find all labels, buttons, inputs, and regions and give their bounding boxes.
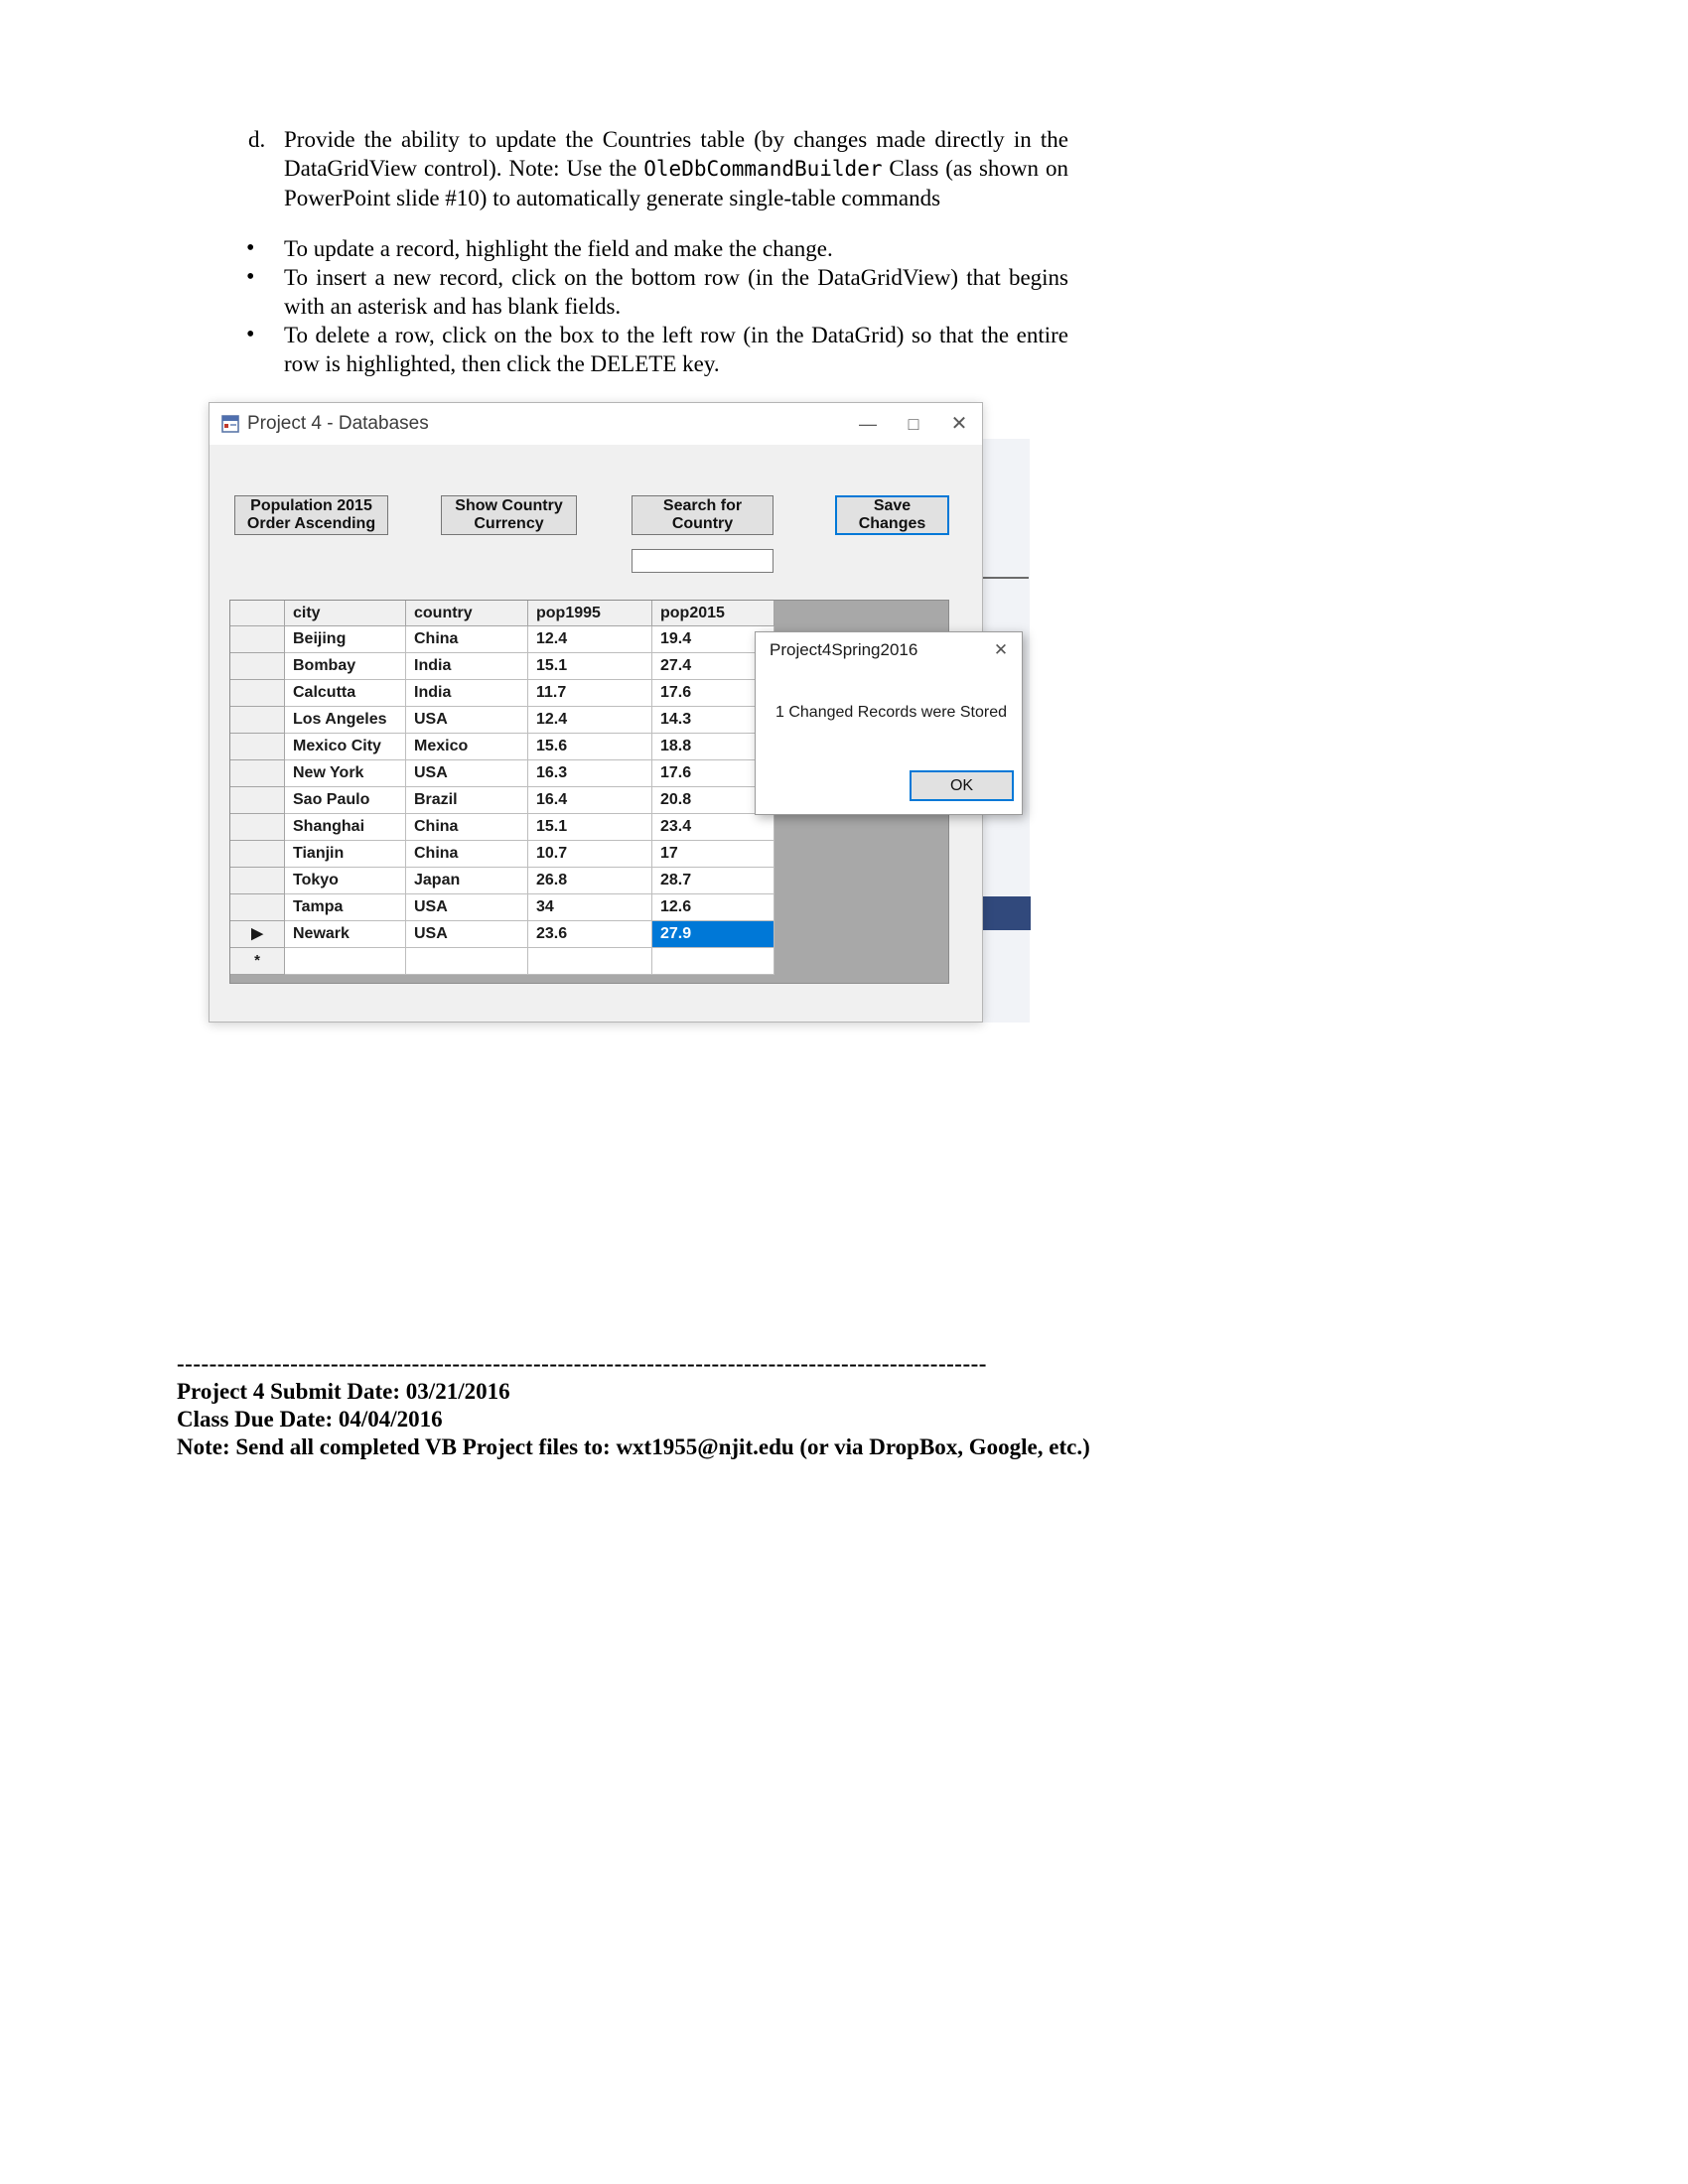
table-row (230, 921, 948, 948)
row-header-cell[interactable]: * (230, 948, 285, 975)
grid-cell[interactable]: 15.1 (528, 653, 652, 680)
grid-cell[interactable]: China (406, 814, 528, 841)
grid-cell[interactable]: 23.4 (652, 814, 774, 841)
row-header-cell[interactable]: ▶ (230, 921, 285, 948)
button-label: Population 2015 (250, 497, 372, 514)
grid-cell[interactable] (528, 948, 652, 975)
row-header-cell[interactable] (230, 868, 285, 894)
row-header-cell[interactable] (230, 734, 285, 760)
grid-cell[interactable]: Tokyo (285, 868, 406, 894)
grid-cell[interactable]: Mexico City (285, 734, 406, 760)
table-row (230, 814, 948, 841)
row-header-cell[interactable] (230, 653, 285, 680)
grid-cell[interactable]: 28.7 (652, 868, 774, 894)
search-country-button[interactable] (632, 495, 774, 535)
grid-cell[interactable]: China (406, 841, 528, 868)
grid-cell[interactable]: 11.7 (528, 680, 652, 707)
close-button[interactable]: ✕ (950, 413, 968, 435)
due-date-line: Class Due Date: 04/04/2016 (177, 1407, 443, 1432)
row-header-cell[interactable] (230, 787, 285, 814)
grid-cell[interactable]: Brazil (406, 787, 528, 814)
grid-cell[interactable]: 34 (528, 894, 652, 921)
grid-cell[interactable]: Tampa (285, 894, 406, 921)
grid-cell[interactable]: Japan (406, 868, 528, 894)
item-paragraph (284, 125, 1068, 212)
grid-cell[interactable]: Newark (285, 921, 406, 948)
grid-cell[interactable]: USA (406, 894, 528, 921)
grid-cell[interactable]: USA (406, 760, 528, 787)
page-footer (177, 1350, 1110, 1461)
button-label: Show Country (455, 497, 563, 514)
grid-cell[interactable]: Beijing (285, 626, 406, 653)
instruction-item-d (248, 125, 1068, 212)
app-icon (221, 415, 239, 433)
dialog-message: 1 Changed Records were Stored (775, 704, 1008, 721)
grid-cell[interactable]: 14.3 (652, 707, 774, 734)
grid-cell[interactable]: Shanghai (285, 814, 406, 841)
maximize-button[interactable]: □ (908, 414, 919, 434)
row-header-cell[interactable] (230, 626, 285, 653)
show-currency-button[interactable] (441, 495, 577, 535)
table-row (230, 948, 948, 975)
grid-cell[interactable]: 16.4 (528, 787, 652, 814)
message-dialog (755, 631, 1023, 815)
grid-cell[interactable]: 26.8 (528, 868, 652, 894)
grid-cell[interactable]: 17.6 (652, 680, 774, 707)
grid-cell[interactable]: India (406, 653, 528, 680)
row-header-cell[interactable] (230, 841, 285, 868)
ok-button[interactable]: OK (910, 770, 1014, 801)
grid-cell[interactable]: India (406, 680, 528, 707)
grid-cell[interactable]: 10.7 (528, 841, 652, 868)
grid-cell[interactable]: Bombay (285, 653, 406, 680)
list-item: • To update a record, highlight the field and make the change. (244, 234, 1068, 263)
dialog-title-bar[interactable] (756, 632, 1022, 668)
grid-cell[interactable] (285, 948, 406, 975)
grid-cell[interactable]: 15.1 (528, 814, 652, 841)
grid-cell[interactable]: Tianjin (285, 841, 406, 868)
grid-cell[interactable]: USA (406, 707, 528, 734)
dialog-close-icon[interactable]: ✕ (993, 640, 1009, 659)
population-order-button[interactable] (234, 495, 388, 535)
grid-cell[interactable]: 15.6 (528, 734, 652, 760)
window-title: Project 4 - Databases (247, 413, 429, 434)
grid-cell[interactable]: USA (406, 921, 528, 948)
grid-cell[interactable] (652, 948, 774, 975)
list-item: • To insert a new record, click on the bottom row (in the DataGridView) that begins with an asterisk and has blank fields. (244, 263, 1068, 321)
grid-cell[interactable]: 17 (652, 841, 774, 868)
save-changes-button[interactable] (835, 495, 949, 535)
row-header-cell[interactable] (230, 760, 285, 787)
title-bar[interactable] (210, 403, 982, 445)
grid-cell[interactable]: Los Angeles (285, 707, 406, 734)
button-label: Currency (474, 515, 544, 532)
submit-date-line: Project 4 Submit Date: 03/21/2016 (177, 1379, 510, 1404)
minimize-button[interactable]: — (859, 414, 877, 434)
button-label: Save (873, 497, 912, 514)
grid-corner-cell[interactable] (230, 601, 285, 626)
button-label: Country (671, 515, 734, 532)
grid-cell[interactable]: 19.4 (652, 626, 774, 653)
grid-cell[interactable]: 27.4 (652, 653, 774, 680)
grid-cell[interactable]: 12.4 (528, 707, 652, 734)
row-header-cell[interactable] (230, 814, 285, 841)
grid-cell[interactable]: 20.8 (652, 787, 774, 814)
grid-cell[interactable]: New York (285, 760, 406, 787)
row-header-cell[interactable] (230, 894, 285, 921)
grid-cell[interactable]: Mexico (406, 734, 528, 760)
button-label: Order Ascending (246, 515, 376, 532)
button-label: Changes (858, 515, 926, 532)
table-row (230, 868, 948, 894)
grid-cell[interactable]: China (406, 626, 528, 653)
column-header-pop2015[interactable]: pop2015 (652, 601, 774, 626)
row-header-cell[interactable] (230, 680, 285, 707)
paragraph-text: Provide the ability to update the Countries table (by changes made directly in the DataGridView control). Note: Use the (284, 127, 1068, 181)
note-line: Note: Send all completed VB Project files to: wxt1955@njit.edu (or via DropBox, Google, etc.) (177, 1434, 1090, 1459)
paragraph-text: Class (as shown on PowerPoint slide #10) to automatically generate single-table commands (284, 156, 1068, 210)
grid-cell[interactable]: 23.6 (528, 921, 652, 948)
table-row (230, 841, 948, 868)
list-item: • To delete a row, click on the box to the left row (in the DataGrid) so that the entire row is highlighted, then click the DELETE key. (244, 321, 1068, 378)
column-header-country[interactable]: country (406, 601, 528, 626)
grid-cell[interactable]: 27.9 (652, 921, 774, 948)
instruction-bullets (244, 234, 1068, 378)
grid-cell[interactable]: Sao Paulo (285, 787, 406, 814)
row-header-cell[interactable] (230, 707, 285, 734)
column-header-pop1995[interactable]: pop1995 (528, 601, 652, 626)
background-fragment-line (982, 577, 1029, 579)
code-classname: OleDbCommandBuilder (643, 157, 883, 181)
grid-cell[interactable]: 12.6 (652, 894, 774, 921)
button-label: Search for (662, 497, 743, 514)
search-input[interactable] (632, 549, 774, 573)
grid-cell[interactable]: 18.8 (652, 734, 774, 760)
dialog-title: Project4Spring2016 (770, 640, 918, 659)
table-row (230, 894, 948, 921)
grid-cell[interactable] (406, 948, 528, 975)
item-label: d. (248, 127, 266, 152)
background-fragment-navy-bar (981, 896, 1031, 930)
column-header-city[interactable]: city (285, 601, 406, 626)
grid-cell[interactable]: 17.6 (652, 760, 774, 787)
grid-cell[interactable]: Calcutta (285, 680, 406, 707)
footer-divider: ---------------------------------------------------------------------------------------------------- (177, 1351, 987, 1376)
grid-cell[interactable]: 16.3 (528, 760, 652, 787)
grid-cell[interactable]: 12.4 (528, 626, 652, 653)
